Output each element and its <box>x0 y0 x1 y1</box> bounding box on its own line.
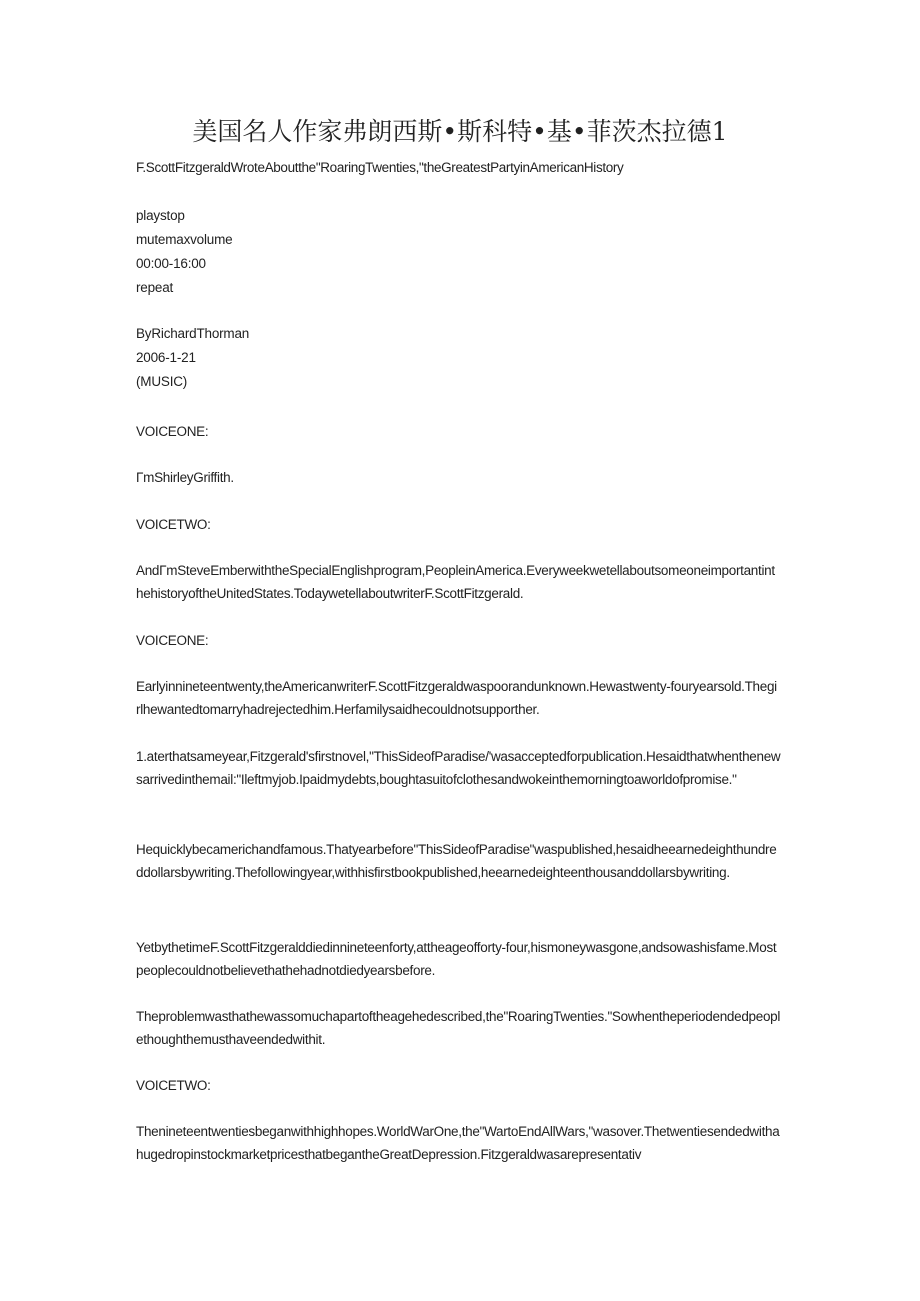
player-mute-volume-text: mutemaxvolume <box>136 232 233 247</box>
byline-date: 2006-1-21 <box>136 350 196 365</box>
player-play-stop-text: playstop <box>136 208 185 223</box>
paragraph: AndΓmSteveEmberwiththeSpecialEnglishprogram,PeopleinAmerica.EveryweekwetellaboutsomeoneimportantinthehistoryoftheUnitedStates.TodaywetellaboutwriterF.ScottFitzgerald. <box>136 563 775 601</box>
player-time-text: 00:00-16:00 <box>136 256 206 271</box>
paragraph: 1.aterthatsameyear,Fitzgerald'sfirstnovel,"ThisSideofParadise/'wasacceptedforpublication.Hesaidthatwhenthenewsarrivedinthemail:"Ileftmyjob.Ipaidmydebts,boughtasuitofclothesandwokeinthemorningtoaworldofpromise." <box>136 749 781 787</box>
speaker-label: VOICEONE: <box>136 633 209 648</box>
document-title: 美国名人作家弗朗西斯•斯科特•基•菲茨杰拉德1 <box>192 117 728 146</box>
paragraph: Thenineteentwentiesbeganwithhighhopes.WorldWarOne,the"WartoEndAllWars,"wasover.ThetwentiesendedwithahugedropinstockmarketpricesthatbegantheGreatDepression.Fitzgeraldwasarepresentativ <box>136 1124 780 1162</box>
paragraph: Hequicklybecamerichandfamous.Thatyearbefore"ThisSideofParadise"waspublished,hesaidheearnedeighthundreddollarsbywriting.Thefollowingyear,withhisfirstbookpublished,heearnedeighteenthousanddollarsbywriting. <box>136 842 777 880</box>
speaker-label: VOICETWO: <box>136 517 211 532</box>
speaker-label: VOICEONE: <box>136 424 209 439</box>
paragraph: ΓmShirleyGriffith. <box>136 470 234 485</box>
paragraph: Earlyinnineteentwenty,theAmericanwriterF.ScottFitzgeraldwaspoorandunknown.Hewastwenty-fouryearsold.Thegirlhewantedtomarryhadrejectedhim.Herfamilysaidhecouldnotsupporther. <box>136 679 777 717</box>
paragraph: Theproblemwasthathewassomuchapartoftheagehedescribed,the"RoaringTwenties."Sowhentheperiodendedpeoplethoughthemusthaveendedwithit. <box>136 1009 781 1047</box>
paragraph: YetbythetimeF.ScottFitzgeralddiedinnineteenforty,attheageofforty-four,hismoneywasgone,andsowashisfame.Mostpeoplecouldnotbelievethathehadnotdiedyearsbefore. <box>136 940 777 978</box>
document-subtitle: F.ScottFitzgeraldWroteAboutthe"RoaringTwenties,"theGreatestPartyinAmericanHistory <box>136 160 624 175</box>
player-repeat-text: repeat <box>136 280 174 295</box>
speaker-label: VOICETWO: <box>136 1078 211 1093</box>
byline-music: (MUSIC) <box>136 374 188 389</box>
byline-author: ByRichardThorman <box>136 326 250 341</box>
